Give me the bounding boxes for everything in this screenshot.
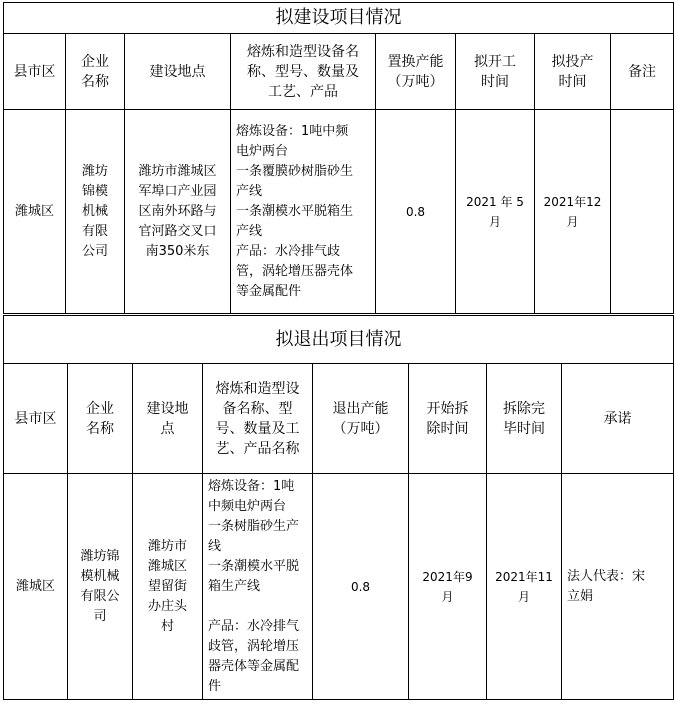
cell-text-line: 0.8 (405, 204, 426, 219)
cell-text-line: 县市区 (14, 410, 57, 427)
cell-text-line: 有限公 (80, 588, 120, 604)
exit-header-start (409, 364, 487, 474)
cell-text-line: 望留街 (147, 578, 187, 594)
exit-project-table (3, 315, 674, 700)
build-header-location (125, 34, 231, 110)
build-header-county (4, 34, 66, 110)
build-cell-equipment (231, 110, 376, 314)
cell-text-line: 2021年11 (495, 569, 553, 584)
exit-cell-capacity (313, 474, 409, 700)
cell-text-line: 拟开工 (474, 53, 516, 70)
cell-text-line: 办庄头 (147, 598, 187, 614)
cell-text-line: 熔炼和造型设 (215, 380, 300, 397)
exit-header-equipment (203, 364, 313, 474)
cell-text-line: 月 (488, 215, 501, 229)
cell-text-line: 企业 (86, 400, 114, 417)
cell-text-line: 中频电炉两台 (208, 498, 287, 514)
cell-text-line: 建设地点 (149, 63, 206, 80)
build-header-capacity (376, 34, 456, 110)
build-header-equipment (231, 34, 376, 110)
build-header-company (66, 34, 125, 110)
cell-text-line: 退出产能 (332, 400, 389, 417)
exit-table-title: 拟退出项目情况 (4, 316, 674, 364)
exit-cell-commitment (562, 474, 674, 700)
cell-text-line: 线 (208, 538, 222, 554)
cell-text-line: 官河路交叉口 (138, 223, 217, 239)
cell-text-line: 潍城区 (147, 558, 187, 574)
cell-text-line: 置换产能 (387, 53, 444, 70)
cell-text-line: 产品：水冷排气 (208, 618, 300, 634)
exit-cell-equipment (203, 474, 313, 700)
cell-text-line: 一条覆膜砂树脂砂生 (236, 163, 354, 179)
exit-cell-end (487, 474, 562, 700)
cell-text-line: 熔炼设备：1吨中频 (236, 123, 349, 139)
cell-text-line: 潍城区 (15, 578, 55, 594)
cell-text-line: 备注 (628, 63, 656, 80)
cell-text-line: 潍城区 (14, 203, 54, 219)
cell-text-line: 号、数量及工 (215, 420, 300, 437)
exit-header-county (4, 364, 68, 474)
cell-text-line: 器壳体等金属配 (208, 658, 300, 674)
exit-header-location (133, 364, 203, 474)
build-header-start (456, 34, 535, 110)
cell-text-line: 月 (517, 589, 530, 604)
build-cell-company (66, 110, 125, 314)
cell-text-line: 产线 (236, 223, 263, 239)
cell-text-line: （万吨） (332, 420, 389, 437)
build-project-table (3, 2, 674, 314)
cell-text-line: 县市区 (13, 63, 56, 80)
exit-cell-location (133, 474, 203, 700)
cell-text-line: 一条潮模水平脱箱生 (236, 203, 354, 219)
cell-text-line: 除时间 (426, 420, 469, 437)
cell-text-line: （万吨） (387, 73, 444, 90)
cell-text-line: 拟投产 (551, 53, 594, 70)
cell-text-line: 月 (566, 215, 579, 229)
cell-text-line: 模机械 (80, 568, 120, 584)
build-cell-county (4, 110, 66, 314)
cell-text-line (208, 597, 307, 617)
cell-text-line: 艺、产品名称 (215, 440, 300, 457)
exit-header-commitment (562, 364, 674, 474)
cell-text-line: 公司 (81, 243, 108, 259)
cell-text-line: 企业 (81, 53, 109, 70)
build-cell-location (125, 110, 231, 314)
cell-text-line: 2021 年 5 (466, 195, 524, 209)
cell-text-line: 开始拆 (426, 400, 469, 417)
cell-text-line: 拆除完 (503, 400, 545, 417)
cell-text-line: 歧管，涡轮增压 (208, 638, 300, 654)
cell-text-line: 时间 (481, 73, 509, 90)
cell-text-line: 潍坊 (81, 163, 108, 179)
build-cell-capacity (376, 110, 456, 314)
cell-text-line: 称、型号、数量及 (247, 63, 359, 80)
cell-text-line: 电炉两台 (236, 143, 289, 159)
cell-text-line: 时间 (558, 73, 587, 90)
cell-text-line: 点 (160, 420, 175, 437)
cell-text-line (616, 202, 668, 222)
cell-text-line: 备名称、型 (222, 400, 293, 417)
cell-text-line: 产品：水冷排气歧 (236, 243, 341, 259)
cell-text-line: 建设地 (146, 400, 189, 417)
cell-text-line: 南350米东 (145, 243, 210, 259)
cell-text-line: 2021年9 (422, 569, 473, 584)
cell-text-line: 潍坊市潍城区 (138, 163, 217, 179)
cell-text-line: 名称 (86, 420, 114, 437)
cell-text-line: 有限 (81, 223, 108, 239)
cell-text-line: 机械 (81, 203, 108, 219)
cell-text-line: 产线 (236, 183, 263, 199)
cell-text-line: 承诺 (603, 410, 632, 427)
cell-text-line: 等金属配件 (236, 283, 302, 299)
cell-text-line: 2021年12 (543, 195, 602, 209)
cell-text-line: 熔炼和造型设备名 (247, 43, 359, 60)
cell-text-line: 熔炼设备：1吨 (208, 478, 295, 494)
build-table-title: 拟建设项目情况 (4, 3, 674, 34)
cell-text-line: 司 (93, 608, 107, 624)
build-header-remark (611, 34, 674, 110)
cell-text-line: 潍坊锦 (80, 548, 120, 564)
cell-text-line: 管，涡轮增压器壳体 (236, 263, 354, 279)
build-cell-production (535, 110, 611, 314)
cell-text-line: 区南外环路与 (138, 203, 217, 219)
exit-header-company (68, 364, 133, 474)
cell-text-line: 潍坊市 (147, 538, 187, 554)
cell-text-line: 法人代表：宋 (567, 568, 646, 584)
cell-text-line: 箱生产线 (208, 578, 261, 594)
cell-text-line: 立娟 (567, 588, 594, 604)
cell-text-line: 件 (208, 678, 222, 694)
cell-text-line: 一条树脂砂生产 (208, 518, 300, 534)
build-cell-start (456, 110, 535, 314)
exit-header-end (487, 364, 562, 474)
cell-text-line: 月 (441, 589, 454, 604)
cell-text-line: 0.8 (350, 579, 371, 594)
cell-text-line: 一条潮模水平脱 (208, 558, 300, 574)
build-header-production (535, 34, 611, 110)
cell-text-line: 毕时间 (503, 420, 545, 437)
exit-cell-company (68, 474, 133, 700)
cell-text-line: 工艺、产品 (268, 83, 338, 100)
exit-cell-county (4, 474, 68, 700)
cell-text-line: 军埠口产业园 (138, 183, 217, 199)
exit-header-capacity (313, 364, 409, 474)
cell-text-line: 名称 (81, 73, 109, 90)
cell-text-line: 锦模 (81, 183, 108, 199)
build-cell-remark (611, 110, 674, 314)
cell-text-line: 村 (160, 618, 174, 634)
exit-cell-start (409, 474, 487, 700)
